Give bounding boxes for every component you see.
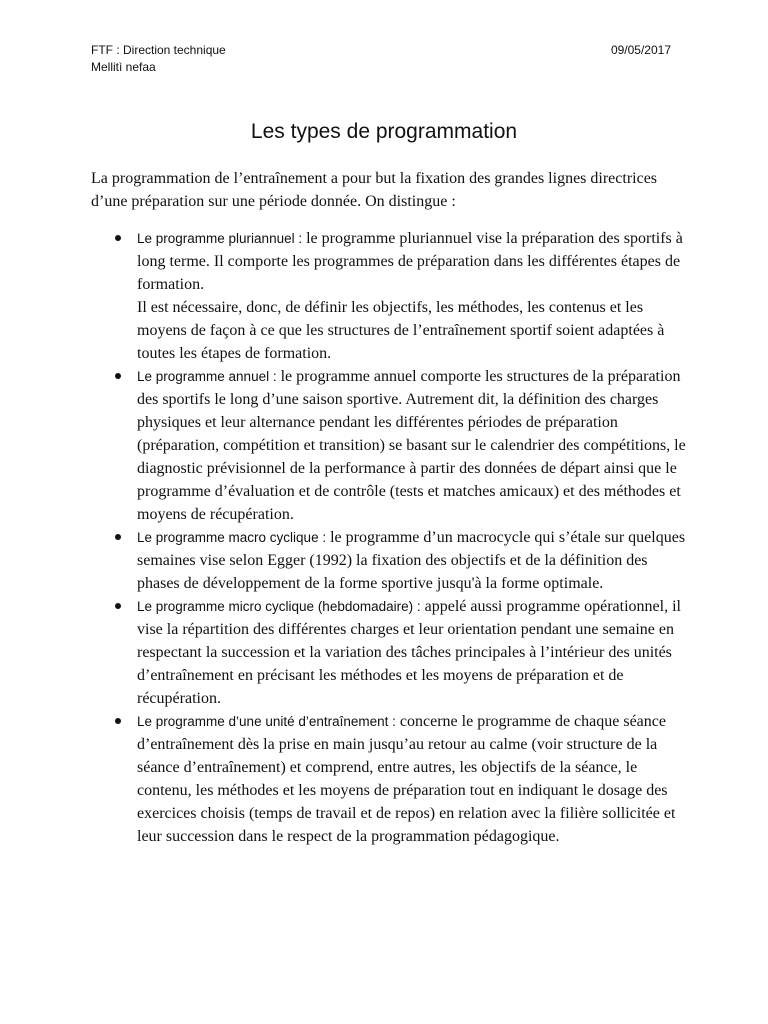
list-item-pluriannuel [91, 227, 691, 365]
list-item-unite-entrainement [91, 710, 691, 848]
intro-paragraph: La programmation de l’entraînement a pour but la fixation des grandes lignes directrices d’une préparation sur une période donnée. On distingue : [91, 170, 658, 210]
page-title: Les types de programmation [250, 120, 518, 143]
item-term: Le programme annuel : [137, 369, 277, 384]
item-extra-text: Il est nécessaire, donc, de définir les objectifs, les méthodes, les contenus et les moyens de façon à ce que les structures de l’entraînement sportif soient adaptées à toutes les étapes de formation. [137, 299, 665, 362]
header-date: 09/05/2017 [610, 43, 671, 57]
item-term: Le programme pluriannuel : [137, 231, 303, 246]
header-organization: FTF : Direction technique [91, 43, 226, 57]
list-item-annuel [91, 365, 691, 526]
bullet-icon [115, 603, 121, 609]
item-text: le programme d’un macrocycle qui s’étale sur quelques semaines vise selon Egger (1992) la fixation des objectifs et de la définition des phases de développement de la forme sportive jusqu'à la forme optimale. [137, 529, 686, 592]
item-text: appelé aussi programme opérationnel, il vise la répartition des différentes charges et leur orientation pendant une semaine en respectant la succession et la variation des tâches principales à l’intérieur des unités d’entraînement en précisant les méthodes et les moyens de préparation et de récupération. [137, 598, 681, 707]
list-item-macro-cyclique [91, 526, 691, 595]
list-item-micro-cyclique [91, 595, 691, 710]
bullet-icon [115, 373, 121, 379]
item-term: Le programme macro cyclique : [137, 530, 327, 545]
page-header [91, 42, 671, 76]
item-term: Le programme micro cyclique (hebdomadaire) : [137, 599, 421, 614]
bullet-icon [115, 718, 121, 724]
programming-types-list [91, 227, 691, 848]
item-text: le programme annuel comporte les structures de la préparation des sportifs le long d’une saison sportive. Autrement dit, la définition des charges physiques et leur alternance pendant les différentes périodes de préparation (préparation, compétition et transition) se basant sur le calendrier des compétitions, le diagnostic prévisionnel de la performance à partir des données de départ ainsi que le programme d’évaluation et de contrôle (tests et matches amicaux) et des méthodes et moyens de récupération. [137, 368, 686, 523]
item-text: le programme pluriannuel vise la préparation des sportifs à long terme. Il comporte les programmes de préparation dans les différentes étapes de formation. [137, 230, 683, 293]
bullet-icon [115, 235, 121, 241]
header-author: Mellitì nefaa [91, 60, 156, 74]
item-text: concerne le programme de chaque séance d’entraînement dès la prise en main jusqu’au retour au calme (voir structure de la séance d’entraînement) et comprend, entre autres, les objectifs de la séance, le contenu, les méthodes et les moyens de préparation tout en indiquant le dosage des exercices choisis (temps de travail et de repos) en relation avec la filière sollicitée et leur succession dans le respect de la programmation pédagogique. [137, 713, 676, 845]
item-term: Le programme d’une unité d’entraînement : [137, 714, 396, 729]
bullet-icon [115, 534, 121, 540]
